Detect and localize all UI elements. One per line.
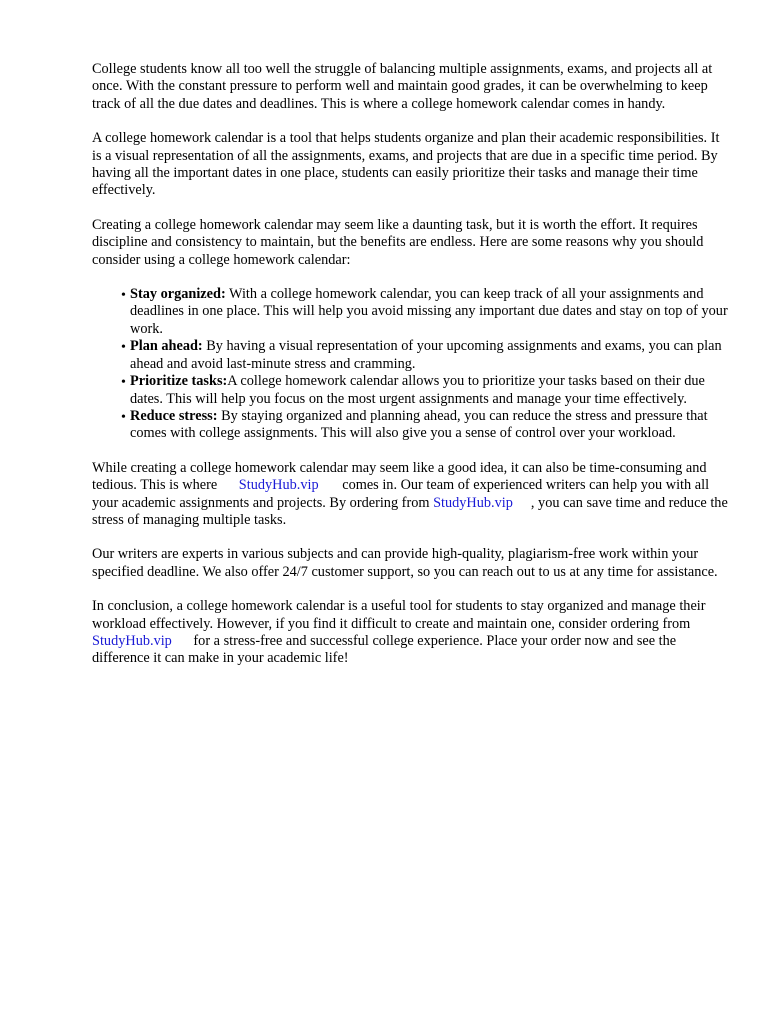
bullet-marker: • (121, 409, 126, 425)
paragraph-definition: A college homework calendar is a tool that helps students organize and plan their academic responsibilities. It is a visual representation of all the assignments, exams, and projects that are due in a specific time period. By having all the important dates in one place, students can easily prioritize their tasks and manage their time effectively. (92, 130, 720, 199)
list-item-title: Prioritize tasks: (130, 373, 228, 390)
list-item (121, 407, 732, 443)
studyhub-link[interactable]: StudyHub.vip (92, 632, 172, 649)
studyhub-link[interactable]: StudyHub.vip (433, 494, 513, 511)
list-item-text: A college homework calendar allows you to prioritize your tasks based on their due dates. This will help you focus on the most urgent assignments and manage your time effectively. (130, 373, 705, 407)
conclusion-text-b: for a stress-free and successful college experience. Place your order now and see the difference it can make in your academic life! (92, 632, 677, 667)
list-item-title: Stay organized: (130, 286, 226, 303)
studyhub-link[interactable]: StudyHub.vip (238, 477, 319, 494)
offer-text-c: , you can save time and reduce the stress of managing multiple tasks. (92, 494, 728, 528)
bullet-marker: • (121, 375, 126, 391)
bullet-marker: • (121, 288, 126, 304)
conclusion-text-a: In conclusion, a college homework calendar is a useful tool for students to stay organized and manage their workload effectively. However, if you find it difficult to create and maintain one, consider ordering from (92, 598, 706, 632)
offer-text-b: comes in. Our team of experienced writers can help you with all your academic assignments and projects. By ordering from (92, 477, 710, 511)
list-item-text: With a college homework calendar, you can keep track of all your assignments and deadlines in one place. This will help you avoid missing any important due dates and stay on top of your work. (130, 286, 728, 337)
document-body (92, 61, 732, 685)
list-item (121, 286, 732, 338)
list-item-text: By having a visual representation of your upcoming assignments and exams, you can plan ahead and avoid last-minute stress and cramming. (130, 338, 722, 372)
list-item-text: By staying organized and planning ahead, you can reduce the stress and pressure that comes with college assignments. This will also give you a sense of control over your workload. (130, 407, 708, 442)
offer-text-a: While creating a college homework calendar may seem like a good idea, it can also be time-consuming and tedious. This is where (92, 459, 707, 494)
list-item (121, 373, 732, 408)
paragraph-conclusion (92, 598, 732, 668)
list-item-title: Plan ahead: (130, 338, 203, 355)
reasons-list (92, 286, 732, 443)
paragraph-reasons-intro: Creating a college homework calendar may seem like a daunting task, but it is worth the effort. It requires discipline and consistency to maintain, but the benefits are endless. Here are some reasons why you should consider using a college homework calendar: (92, 216, 704, 268)
paragraph-writers: Our writers are experts in various subjects and can provide high-quality, plagiarism-free work within your specified deadline. We also offer 24/7 customer support, so you can reach out to us at any time for assistance. (92, 546, 718, 580)
bullet-marker: • (121, 340, 126, 356)
list-item (121, 338, 732, 373)
list-item-title: Reduce stress: (130, 407, 218, 424)
paragraph-intro: College students know all too well the struggle of balancing multiple assignments, exams, and projects all at once. With the constant pressure to perform well and maintain good grades, it can be overwhelming to keep track of all the due dates and deadlines. This is where a college homework calendar comes in handy. (92, 61, 713, 112)
paragraph-studyhub-offer (92, 460, 732, 530)
